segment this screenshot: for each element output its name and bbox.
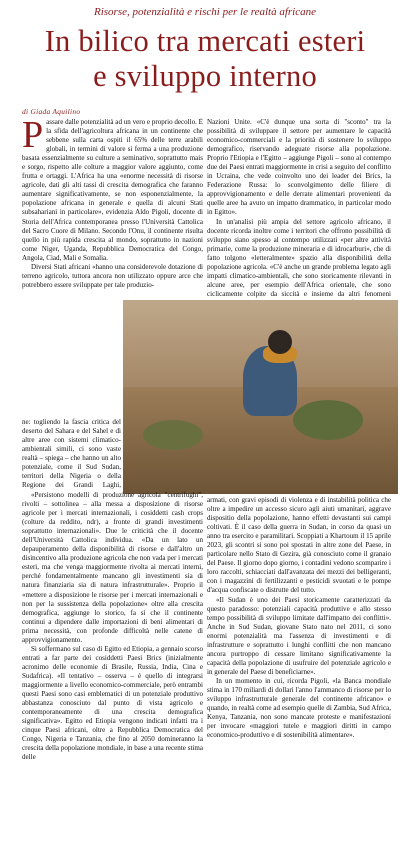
column-left-bottom xyxy=(22,491,203,831)
column-left-wrap xyxy=(22,418,121,491)
paragraph: ne: togliendo la fascia critica del deserto del Sahara e del Sahel e di altre aree con sistemi climatico-ambientali simili, ci sono vaste realtà – spiega – che hanno un alto potenziale, come il Sud Sudan, territori della Nigeria o della Regione dei Grandi Laghi, xyxy=(22,418,121,490)
article-kicker: Risorse, potenzialità e rischi per le realtà africane xyxy=(93,6,316,18)
photo-plant xyxy=(143,420,203,450)
drop-cap: P xyxy=(22,118,44,156)
paragraph: armati, con gravi episodi di violenza e di instabilità politica che oltre a impedire un accesso sicuro agli aiuti umanitari, aggrave dispositio della popolazione, hanno effetti devastanti sui campi coltivati. È il caso della guerra in Sudan, in corso da quasi un anno tra esercito e paramilitari. Scoppiati a Khartoum il 15 aprile 2023, gli scontri si sono poi spostati in altre zone del Paese, in particolare nello Stato di Gezira, già conosciuto come il granaio del Paese. Il giorno dopo giorno, i contadini vedono scomparire i loro raccolti, schiacciati dall'avanzata dei mezzi dei belligeranti, con i magazzini di fertilizzanti e pesticidi svuotati e le pompe d'acqua confiscate o distrutte del tutto. xyxy=(207,496,391,595)
paragraph: Diversi Stati africani «hanno una considerevole dotazione di terreno agricolo, tuttora ancora non utilizzato oppure arce che potrebbero essere sviluppate per tale produzio- xyxy=(22,262,203,289)
paragraph-text: assare dalle potenzialità ad un vero e proprio decollo. È la sfida dell'agricoltura africana in un continente che sebbene sulla carta ospiti il 65% delle terre arabili globali, in termini di valore si ferma a una produzione basata essenzialmente su culture a seminativo, soprattutto mais e sorgo, rispetto alle colture a maggior valore aggiunto, come frutta e ortaggi. L'Africa ha una «enorme necessità di risorse agricole, dati gli alti tassi di crescita demografica che faranno aumentare significativamente, se non esponenzialmente, la popolazione africana in generale e quella di alcuni Stati subsahariani in particolare», evidenzia Aldo Pigoli, docente di Storia dell'Africa contemporanea presso l'Università Cattolica del Sacro Cuore di Milano. Secondo l'Onu, il continente risulta quello in più rapida crescita al mondo, soprattutto in nazioni come Niger, Uganda, Repubblica Democratica del Congo, Angola, Ciad, Mali e Somalia. xyxy=(22,118,203,262)
headline-line-2: e sviluppo interno xyxy=(93,59,317,93)
paragraph: In un'analisi più ampia del settore agricolo africano, il docente ricorda inoltre come i territori che offrono possibilità di sviluppo siano spesso al contempo utilizzati «per altre attività primarie, come la produzione mineraria e di idrocarburi», che di fatto tolgono «letteralmente» spazio alla disponibilità della popolazione agricola. «C'è anche un grande problema legato agli impatti climatico-ambientali, che sono storicamente rilevanti in alcune aree, per esempio dell'Africa orientale, che sono ciclicamente colpite da siccità e insieme da altri fenomeni xyxy=(207,217,391,298)
article-photo xyxy=(123,300,398,494)
headline-line-1: In bilico tra mercati esteri xyxy=(44,24,366,58)
paragraph xyxy=(22,118,203,263)
byline: di Giada Aquilino xyxy=(22,107,81,116)
column-right-bottom xyxy=(207,496,391,831)
photo-plant xyxy=(293,400,363,440)
photo-farmer-head xyxy=(268,330,292,354)
paragraph: In un momento in cui, ricorda Pigoli, «la Banca mondiale stima in 170 miliardi di dollari l'anno l'ammanco di risorse per lo sviluppo infrastrutturale generale del continente africano» e quando, in realtà come ad esempio quelle di Zambia, Sud Africa, Kenya, Tanzania, non sono mancate proteste e manifestazioni per invocare «maggiori tutele e maggiori diritti in campo economico-produttivo e di sostenibilità alimentare». xyxy=(207,676,391,740)
paragraph: Si soffermano sul caso di Egitto ed Etiopia, a gennaio scorso entrati a far parte dei cosiddetti Paesi Brics (inizialmente acronimo delle economie di Brasile, Russia, India, Cina e Sudafrica). «Il tentativo – osserva – è quello di integrarsi maggiormente a livello economico-commerciale, però entrambi questi Paesi sono casi emblematici di un potenziale produttivo abbastanza conosciuto dal punto di vista agricolo e contemporaneamente di una crescita demografica significativa». Egitto ed Etiopia vengono indicati infatti tra i cinque Paesi africani, oltre a Repubblica Democratica del Congo, Nigeria e Tanzania, che fino al 2050 domineranno la crescita della popolazione mondiale, in base a una recente stima delle xyxy=(22,644,203,762)
article-headline xyxy=(0,24,410,94)
paragraph: «Persistono modelli di produzione agricola "centrifughi", rivolti – sottolinea – alla messa a disposizione di risorse agricole per i mercati internazionali, i cosiddetti cash crops (colture da reddito, ndr), a fronte di grandi investimenti soprattutto internazionali». Due le criticità che il docente dell'Università Cattolica individua. «Da un lato un depauperamento della disponibilità di risorse e dall'altro un disincentivo alla produzione agricola che non vada per i mercati esteri, ma che venga maggiormente rivolta ai mercati interni, perché fondamentalmente mancano gli investimenti sia di natura finanziaria sia di natura infrastrutturale». Proprio il «mettere a disposizione le risorse per i mercati internazionali e non per la sussistenza della popolazione» oltre alla crescita demografica, aggiunge lo storico, fa sì che il continente continui a dipendere dalle importazioni di beni alimentari di prima necessità, con profonde difficoltà nelle catene di approvvigionamento. xyxy=(22,491,203,644)
column-right-top xyxy=(207,118,391,300)
paragraph: «Il Sudan è uno dei Paesi storicamente caratterizzati da questo paradosso: potenziali capacità produttive e allo stesso tempo possibilità di sviluppo limitate dall'impatto dei conflitti». Anche in Sud Sudan, giovane Stato nato nel 2011, ci sono enormi potenzialità ma l'assenza di investimenti e di infrastrutture e soprattutto i lunghi conflitti che non mancano ancora purtroppo di cessare limitano significativamente la capacità della popolazione di usufruire del potenziale agricolo e in generale del Paese di beneficiarne». xyxy=(207,595,391,676)
paragraph: Nazioni Unite. «C'è dunque una sorta di "sconto" tra la possibilità di sviluppare il settore per aumentare le capacità economico-commerciali e la priorità di sostenere lo sviluppo demografico, riservando adeguate risorse alla popolazione. Proprio l'Etiopia e l'Egitto – aggiunge Pigoli – sono al contempo due dei Paesi entrati maggiormente in crisi a seguito del conflitto in Ucraina, che vede coinvolto uno dei leader dei Brics, la Federazione Russa: lo sconvolgimento delle filiere di approvvigionamento e delle derrate alimentari provenienti da quelle aree ha avuto un impatto drammatico, in particolar modo in Egitto». xyxy=(207,118,391,217)
